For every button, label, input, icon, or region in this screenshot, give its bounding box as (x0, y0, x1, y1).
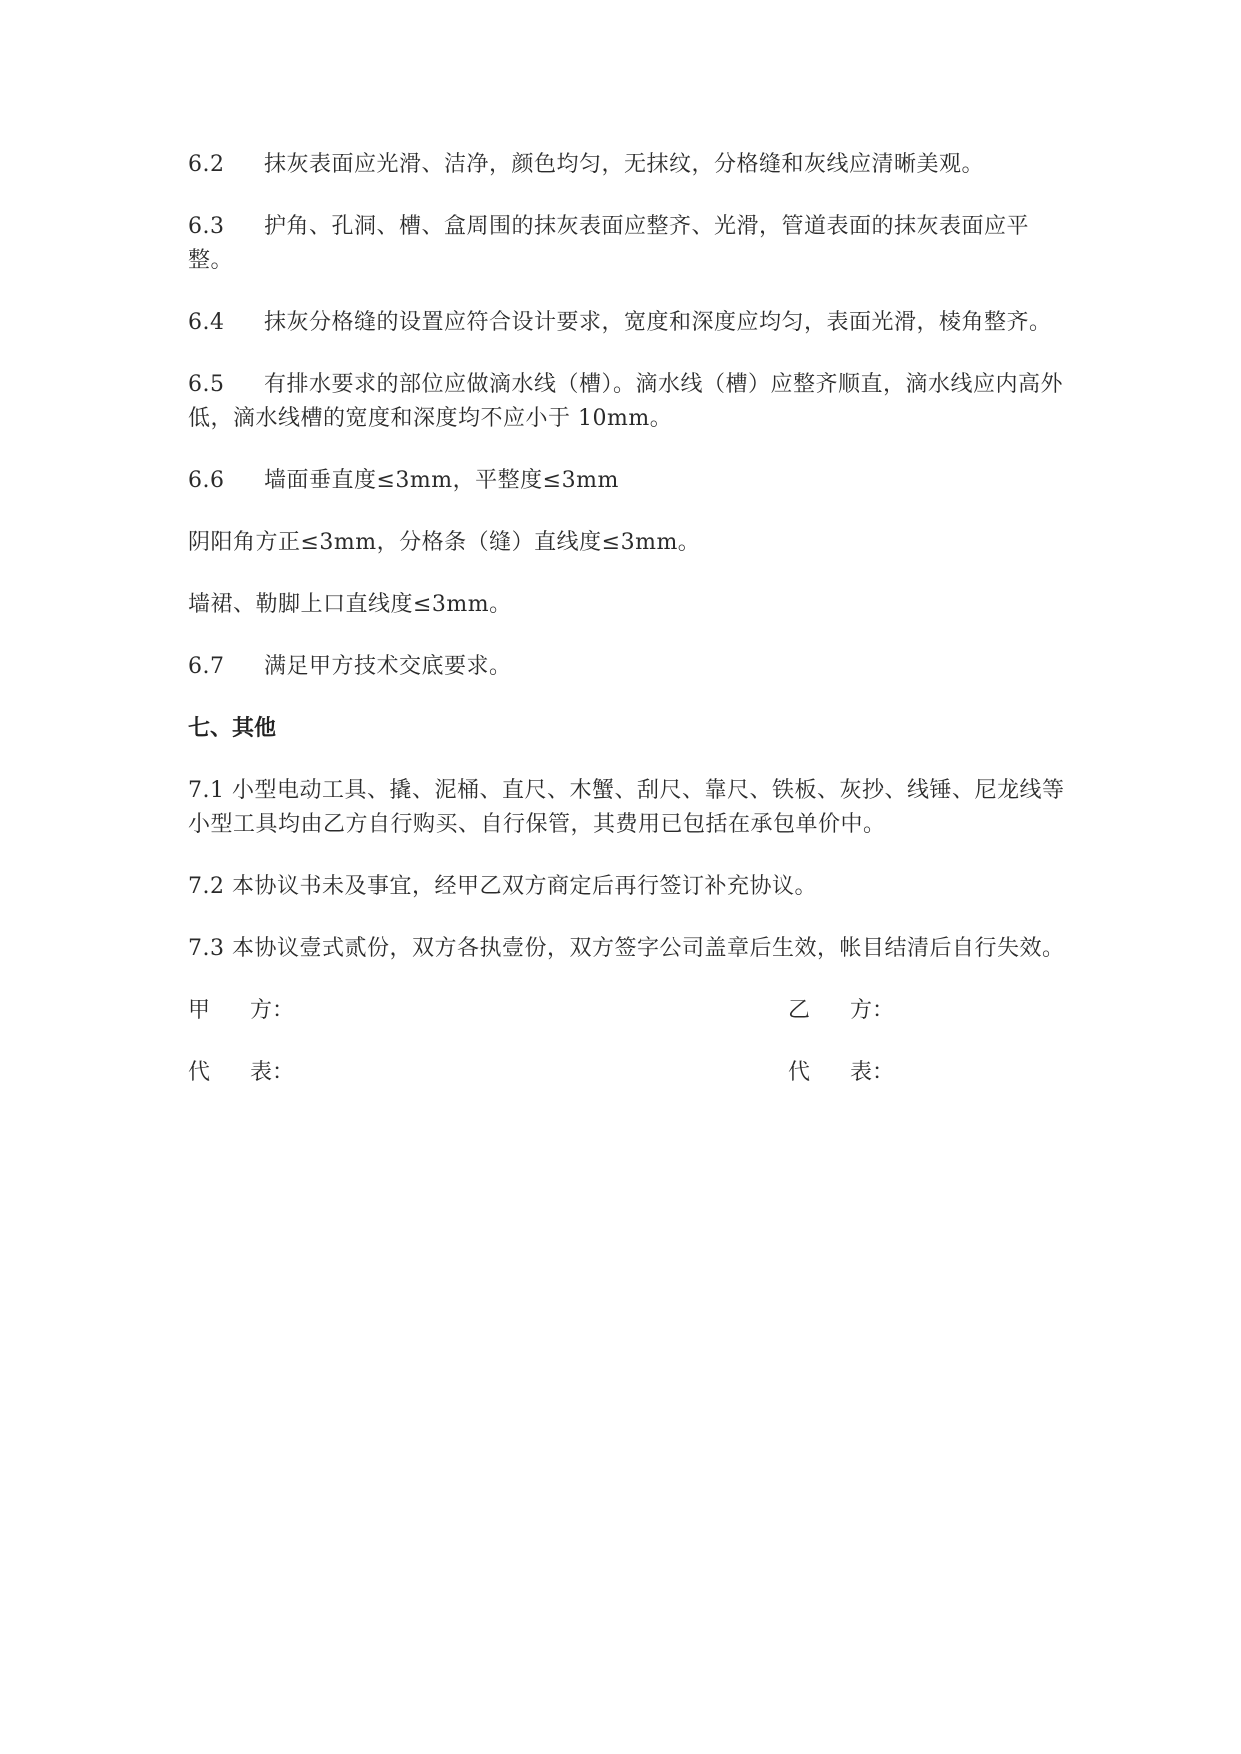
party-a-label: 甲 方： (188, 998, 295, 1023)
clause-number: 7.1 (188, 778, 225, 803)
clause-7-2 (188, 870, 1068, 904)
clause-number: 6.4 (188, 310, 225, 335)
clause-6-3 (188, 210, 1068, 278)
clause-number: 6.5 (188, 372, 225, 397)
clause-6-6 (188, 464, 1068, 498)
clause-6-2 (188, 148, 1068, 182)
clause-text: 护角、孔洞、槽、盒周围的抹灰表面应整齐、光滑，管道表面的抹灰表面应平整。 (188, 214, 1030, 273)
clause-6-6-extra-2: 墙裙、勒脚上口直线度≤3mm。 (188, 592, 512, 617)
clause-text: 抹灰表面应光滑、洁净，颜色均匀，无抹纹，分格缝和灰线应清晰美观。 (264, 152, 985, 177)
party-signature-row (188, 994, 1068, 1028)
section-7-heading: 七、其他 (188, 716, 277, 741)
rep-b-label: 代 表： (788, 1060, 895, 1085)
clause-number: 6.6 (188, 468, 225, 493)
clause-number: 6.7 (188, 654, 225, 679)
clause-6-7 (188, 650, 1068, 684)
clause-number: 7.2 (188, 874, 225, 899)
clause-text: 抹灰分格缝的设置应符合设计要求，宽度和深度应均匀，表面光滑，棱角整齐。 (264, 310, 1052, 335)
party-b-label: 乙 方： (788, 998, 895, 1023)
clause-text: 小型电动工具、撬、泥桶、直尺、木蟹、刮尺、靠尺、铁板、灰抄、线锤、尼龙线等小型工具均由乙方自行购买、自行保管，其费用已包括在承包单价中。 (188, 778, 1065, 837)
clause-number: 7.3 (188, 936, 225, 961)
clause-7-3 (188, 932, 1068, 966)
clause-text: 本协议书未及事宜，经甲乙双方商定后再行签订补充协议。 (232, 874, 818, 899)
clause-number: 6.3 (188, 214, 225, 239)
clause-text: 有排水要求的部位应做滴水线（槽）。滴水线（槽）应整齐顺直，滴水线应内高外低，滴水线槽的宽度和深度均不应小于 10mm。 (188, 372, 1064, 431)
clause-text: 满足甲方技术交底要求。 (264, 654, 512, 679)
clause-6-5 (188, 368, 1068, 436)
document-page (188, 148, 1068, 1118)
representative-signature-row (188, 1056, 1068, 1090)
clause-6-4 (188, 306, 1068, 340)
rep-a-label: 代 表： (188, 1060, 295, 1085)
clause-number: 6.2 (188, 152, 225, 177)
clause-text: 墙面垂直度≤3mm，平整度≤3mm (264, 468, 619, 493)
clause-7-1 (188, 774, 1068, 842)
clause-text: 本协议壹式贰份，双方各执壹份，双方签字公司盖章后生效，帐目结清后自行失效。 (232, 936, 1065, 961)
clause-6-6-extra-1: 阴阳角方正≤3mm，分格条（缝）直线度≤3mm。 (188, 530, 701, 555)
